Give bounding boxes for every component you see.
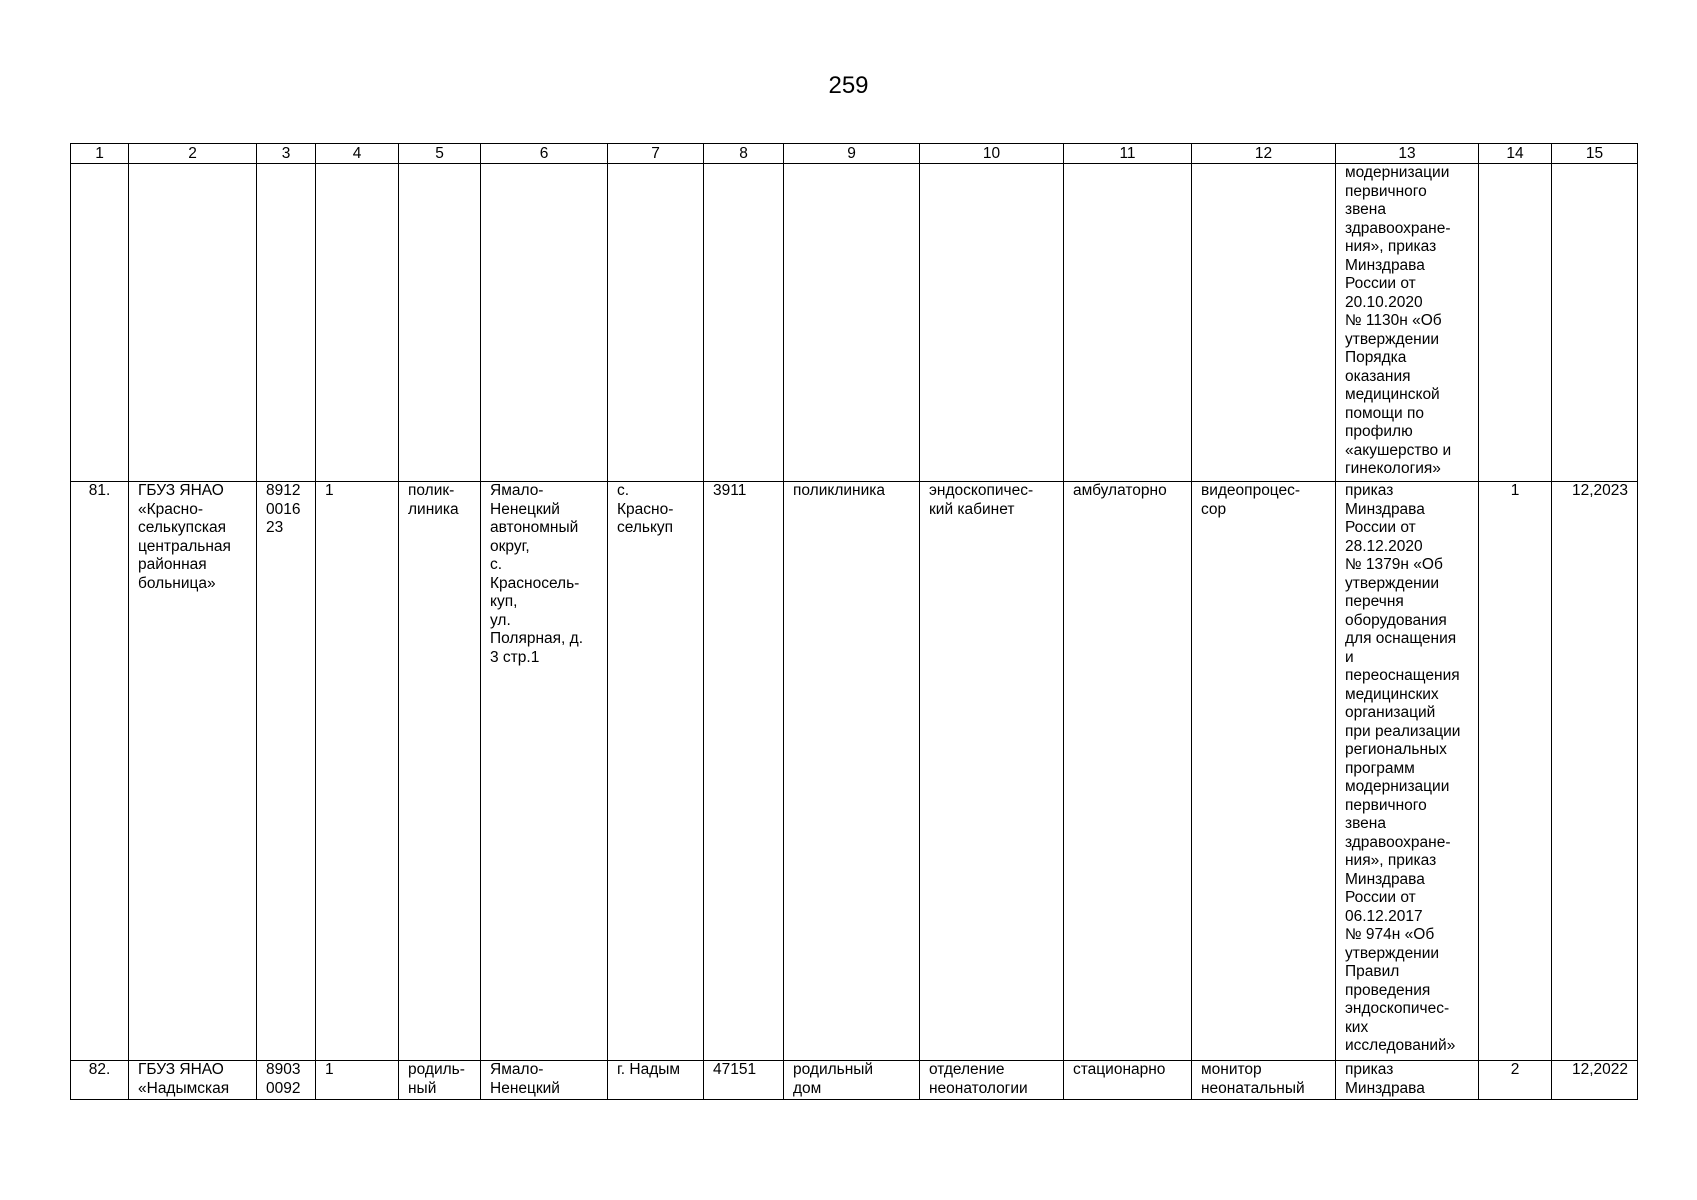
data-table [70,143,1638,1100]
organization-name [129,1061,257,1100]
unit-type: поликлиника [784,482,920,1061]
table-row [71,1061,1638,1100]
table-cell [608,164,704,482]
department [920,1061,1064,1100]
address [481,1061,608,1100]
column-header: 1 [71,144,129,164]
locality [608,1061,704,1100]
quantity: 1 [1479,482,1552,1061]
table-cell [399,164,481,482]
row-number-text: 82. [88,1061,111,1078]
care-mode [1064,1061,1192,1100]
unit-type [784,1061,920,1100]
table-cell-text: 1 [325,1061,334,1078]
care-mode-text: стационарно [1073,1061,1166,1078]
column-header: 12 [1192,144,1336,164]
table-cell [1192,164,1336,482]
column-header: 7 [608,144,704,164]
quantity-text: 2 [1510,1061,1520,1078]
table-cell [316,1061,399,1100]
equipment-text: монитор неонатальный [1201,1061,1305,1097]
department-text: отделение неонатологии [929,1061,1028,1097]
department: эндоскопичес- кий кабинет [920,482,1064,1061]
table-cell [1479,164,1552,482]
column-header: 5 [399,144,481,164]
facility-type [399,1061,481,1100]
row-number [71,1061,129,1100]
organization-code-text: 8903 0092 [266,1061,301,1097]
column-header: 14 [1479,144,1552,164]
table-cell [784,164,920,482]
organization-name-text: ГБУЗ ЯНАО «Надымская [138,1061,230,1097]
column-header: 4 [316,144,399,164]
care-mode: амбулаторно [1064,482,1192,1061]
address-text: Ямало- Ненецкий [490,1061,560,1097]
table-cell [129,164,257,482]
column-header: 2 [129,144,257,164]
column-header: 15 [1552,144,1638,164]
column-header: 11 [1064,144,1192,164]
column-header: 6 [481,144,608,164]
table-cell-legal-basis [1336,1061,1479,1100]
table-row-continuation [71,164,1638,482]
deadline [1552,1061,1638,1100]
table-cell [71,164,129,482]
column-header: 3 [257,144,316,164]
column-header: 10 [920,144,1064,164]
table-cell-legal-basis: приказ Минздрава России от 28.12.2020 № 1379н «Об утверждении перечня оборудования для оснащения и переоснащения медицинских организаций при реализации региональных программ модернизации первичного звена здравоохране- ния», приказ Минздрава России от 06.12.2017 № 974н «Об утверждении Правил проведения эндоскопичес- ких исследований» [1336,482,1479,1061]
column-header: 9 [784,144,920,164]
organization-code [257,1061,316,1100]
quantity [1479,1061,1552,1100]
table-cell [704,164,784,482]
table-cell [704,1061,784,1100]
table-cell: 1 [316,482,399,1061]
table-cell-legal-basis: модернизации первичного звена здравоохране- ния», приказ Минздрава России от 20.10.2020 № 1130н «Об утверждении Порядка оказания медицинской помощи по профилю «акушерство и гинекология» [1336,164,1479,482]
table-cell [481,164,608,482]
table-cell-text: 47151 [713,1061,757,1078]
column-header: 8 [704,144,784,164]
table-cell [1064,164,1192,482]
table-cell [257,164,316,482]
header-row [71,144,1638,164]
equipment [1192,1061,1336,1100]
table-cell [920,164,1064,482]
unit-type-text: родильный дом [793,1061,874,1097]
legal-basis-text: приказ Минздрава [1345,1061,1425,1097]
organization-code: 8912 0016 23 [257,482,316,1061]
table-row [71,482,1638,1061]
column-header: 13 [1336,144,1479,164]
organization-name: ГБУЗ ЯНАО «Красно- селькупская центральная районная больница» [129,482,257,1061]
address: Ямало- Ненецкий автономный округ, с. Красносель- куп, ул. Полярная, д. 3 стр.1 [481,482,608,1061]
table-cell [316,164,399,482]
locality-text: г. Надым [617,1061,681,1078]
table-cell [1552,164,1638,482]
deadline-text: 12,2022 [1571,1061,1628,1078]
locality: с. Красно- селькуп [608,482,704,1061]
table-cell: 3911 [704,482,784,1061]
facility-type: полик- линика [399,482,481,1061]
facility-type-text: родиль- ный [408,1061,465,1097]
row-number: 81. [71,482,129,1061]
equipment: видеопроцес- сор [1192,482,1336,1061]
page-number: 259 [828,72,869,99]
deadline: 12,2023 [1552,482,1638,1061]
